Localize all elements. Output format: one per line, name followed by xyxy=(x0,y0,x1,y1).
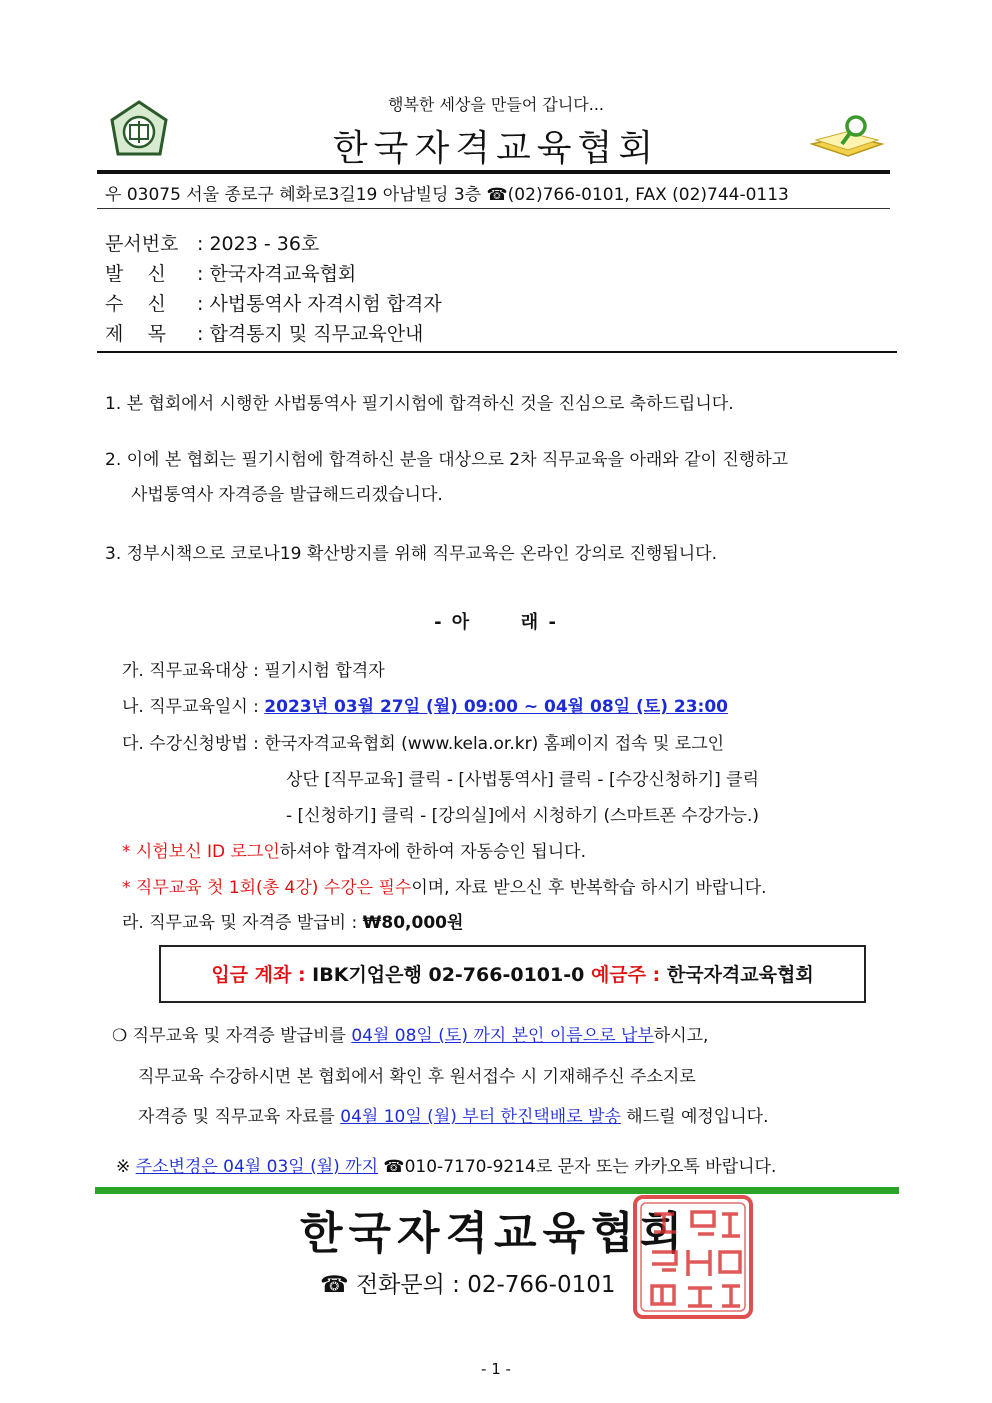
detail-method-line-2: 상단 [직무교육] 클릭 - [사법통역사] 클릭 - [수강신청하기] 클릭 xyxy=(286,770,759,790)
meta-value: : 합격통지 및 직무교육안내 xyxy=(197,323,424,345)
notice-payment-deadline: 04월 08일 (토) 까지 본인 이름으로 납부 xyxy=(351,1026,654,1046)
footer-green-bar xyxy=(95,1187,899,1194)
note-required xyxy=(122,873,767,898)
address-line: 우 03075 서울 종로구 혜화로3길19 아남빌딩 3층 ☎(02)766-0101, FAX (02)744-0113 xyxy=(105,185,789,205)
detail-schedule-label: 나. 직무교육일시 : xyxy=(122,697,265,717)
note-required-rest: 이며, 자료 받으신 후 반복학습 하시기 바랍니다. xyxy=(411,878,767,898)
notice-address-deadline: 주소변경은 04월 03일 (월) 까지 xyxy=(135,1157,379,1177)
slogan: 행복한 세상을 만들어 갑니다... xyxy=(388,95,604,114)
meta-subject xyxy=(105,319,423,346)
notice-line-1 xyxy=(112,1021,708,1046)
note-star: * xyxy=(122,878,136,898)
account-holder: 한국자격교육협회 xyxy=(666,964,814,986)
meta-rule xyxy=(97,351,897,353)
meta-key: 발 신 xyxy=(105,263,166,285)
notice-line-3 xyxy=(138,1102,768,1127)
note-login-red: 시험보신 ID 로그인 xyxy=(135,842,280,862)
meta-key: 수 신 xyxy=(105,293,166,315)
reference-mark-icon: ※ xyxy=(116,1157,136,1177)
footer-org-title: 한국자격교육협회 xyxy=(300,1208,689,1259)
footer-phone: ☎ 전화문의 : 02-766-0101 xyxy=(320,1272,616,1298)
notice-address-change xyxy=(116,1152,776,1177)
note-required-red: 직무교육 첫 1회(총 4강) 수강은 필수 xyxy=(135,878,412,898)
bullet-icon: ❍ xyxy=(112,1026,128,1046)
note-star: * xyxy=(122,842,136,862)
account-label: 입금 계좌 : xyxy=(211,964,313,986)
notice-line-2: 직무교육 수강하시면 본 협회에서 확인 후 원서접수 시 기재해주신 주소지로 xyxy=(138,1067,696,1087)
note-login-rest: 하셔야 합격자에 한하여 자동승인 됩니다. xyxy=(279,842,586,862)
meta-doc-number xyxy=(105,229,319,256)
official-seal-icon xyxy=(632,1194,754,1320)
detail-method-line-1: 다. 수강신청방법 : 한국자격교육협회 (www.kela.or.kr) 홈페이지 접속 및 로그인 xyxy=(122,734,725,754)
meta-recipient xyxy=(105,289,442,316)
notice-shipping-date: 04월 10일 (월) 부터 한진택배로 발송 xyxy=(340,1107,621,1127)
notice-line-3-a: 자격증 및 직무교육 자료를 xyxy=(138,1107,341,1127)
meta-value: : 2023 - 36호 xyxy=(197,233,320,255)
section-heading: - 아 래 - xyxy=(434,612,558,633)
header-rule xyxy=(97,170,890,174)
header-org-title: 한국자격교육협회 xyxy=(332,128,660,169)
notice-address-rest: ☎010-7170-9214로 문자 또는 카카오톡 바랍니다. xyxy=(378,1157,777,1177)
page-number: - 1 - xyxy=(481,1360,511,1378)
detail-target: 가. 직무교육대상 : 필기시험 합격자 xyxy=(122,661,385,681)
detail-schedule xyxy=(122,692,728,717)
account-bank: IBK기업은행 02-766-0101-0 xyxy=(312,964,591,986)
paragraph-2-line-2: 사법통역사 자격증을 발급해드리겠습니다. xyxy=(131,485,443,505)
detail-method-line-3: - [신청하기] 클릭 - [강의실]에서 시청하기 (스마트폰 수강가능.) xyxy=(286,806,759,826)
meta-key: 제 목 xyxy=(105,323,166,345)
detail-fee-value: ₩80,000원 xyxy=(362,913,464,933)
paragraph-3: 3. 정부시책으로 코로나19 확산방지를 위해 직무교육은 온라인 강의로 진행됩니다. xyxy=(105,544,717,564)
detail-fee-label: 라. 직무교육 및 자격증 발급비 : xyxy=(122,913,363,933)
address-rule xyxy=(97,208,890,209)
notice-line-3-b: 해드릴 예정입니다. xyxy=(620,1107,769,1127)
paragraph-2-line-1: 2. 이에 본 협회는 필기시험에 합격하신 분을 대상으로 2차 직무교육을 아래와 같이 진행하고 xyxy=(105,450,789,470)
detail-fee xyxy=(122,908,463,933)
account-info xyxy=(159,960,866,987)
notice-line-1-a: 직무교육 및 자격증 발급비를 xyxy=(127,1026,352,1046)
paragraph-1: 1. 본 협회에서 시행한 사법통역사 필기시험에 합격하신 것을 진심으로 축하드립니다. xyxy=(105,394,734,414)
note-login xyxy=(122,837,586,862)
meta-value: : 한국자격교육협회 xyxy=(197,263,357,285)
notice-line-1-b: 하시고, xyxy=(653,1026,709,1046)
meta-key: 문서번호 xyxy=(105,233,179,255)
account-holder-label: 예금주 : xyxy=(590,964,667,986)
meta-sender xyxy=(105,259,356,286)
meta-value: : 사법통역사 자격시험 합격자 xyxy=(197,293,442,315)
detail-schedule-value: 2023년 03월 27일 (월) 09:00 ~ 04월 08일 (토) 23:00 xyxy=(264,697,729,717)
